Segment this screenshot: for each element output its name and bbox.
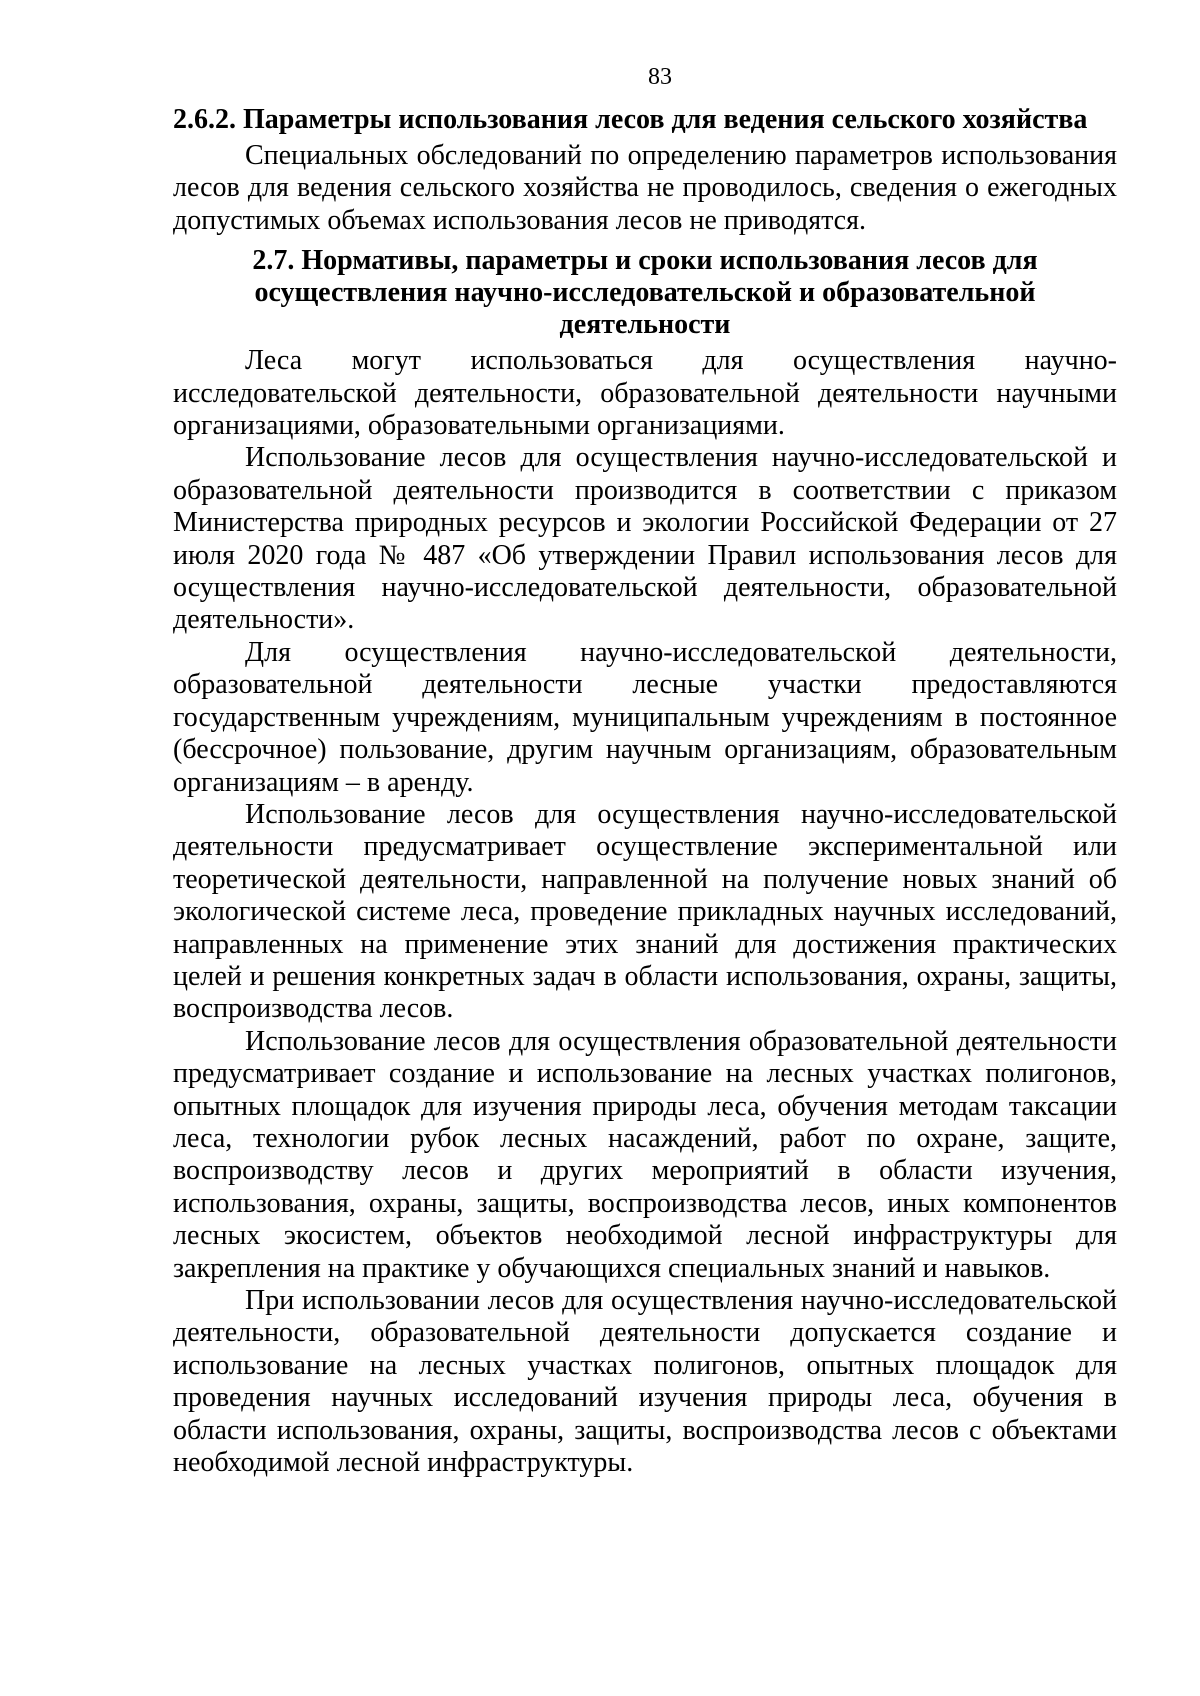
paragraph: Использование лесов для осуществления научно-исследовательской и образовательной деятельности производится в соответствии с приказом Министерства природных ресурсов и экологии Российской Федерации от 27 июля 2020 года № 487 «Об утверждении Правил использования лесов для осуществления научно-исследовательской деятельности, образовательной деятельности». xyxy=(173,442,1117,636)
section-heading: 2.6.2. Параметры использования лесов для ведения сельского хозяйства xyxy=(173,104,1088,135)
section-2-7 xyxy=(173,245,1117,1479)
paragraph: Использование лесов для осуществления образовательной деятельности предусматривает создание и использование на лесных участках полигонов, опытных площадок для изучения природы леса, обучения методам таксации леса, технологии рубок лесных насаждений, работ по охране, защите, воспроизводству лесов и других мероприятий в области изучения, использования, охраны, защиты, воспроизводства лесов, иных компонентов лесных экосистем, объектов необходимой лесной инфраструктуры для закрепления на практике у обучающихся специальных знаний и навыков. xyxy=(173,1025,1117,1284)
section-heading: 2.7. Нормативы, параметры и сроки использования лесов для осуществления научно-исследовательской и образовательной деятельности xyxy=(252,245,1038,341)
paragraph: Для осуществления научно-исследовательской деятельности, образовательной деятельности лесные участки предоставляются государственным учреждениям, муниципальным учреждениям в постоянное (бессрочное) пользование, другим научным организациям, образовательным организациям – в аренду. xyxy=(173,636,1117,798)
paragraph: Леса могут использоваться для осуществления научно-исследовательской деятельности, образовательной деятельности научными организациями, образовательными организациями. xyxy=(173,345,1117,442)
paragraph: Использование лесов для осуществления научно-исследовательской деятельности предусматривает осуществление экспериментальной или теоретической деятельности, направленной на получение новых знаний об экологической системе леса, проведение прикладных научных исследований, направленных на применение этих знаний для достижения практических целей и решения конкретных задач в области использования, охраны, защиты, воспроизводства лесов. xyxy=(173,798,1117,1025)
section-2-6-2 xyxy=(173,104,1117,237)
paragraph: При использовании лесов для осуществления научно-исследовательской деятельности, образовательной деятельности допускается создание и использование на лесных участках полигонов, опытных площадок для проведения научных исследований изучения природы леса, обучения в области использования, охраны, защиты, воспроизводства лесов с объектами необходимой лесной инфраструктуры. xyxy=(173,1285,1117,1479)
page-number: 83 xyxy=(648,64,672,90)
paragraph: Специальных обследований по определению параметров использования лесов для ведения сельского хозяйства не проводилось, сведения о ежегодных допустимых объемах использования лесов не приводятся. xyxy=(173,140,1117,236)
document-page xyxy=(173,62,1117,1479)
